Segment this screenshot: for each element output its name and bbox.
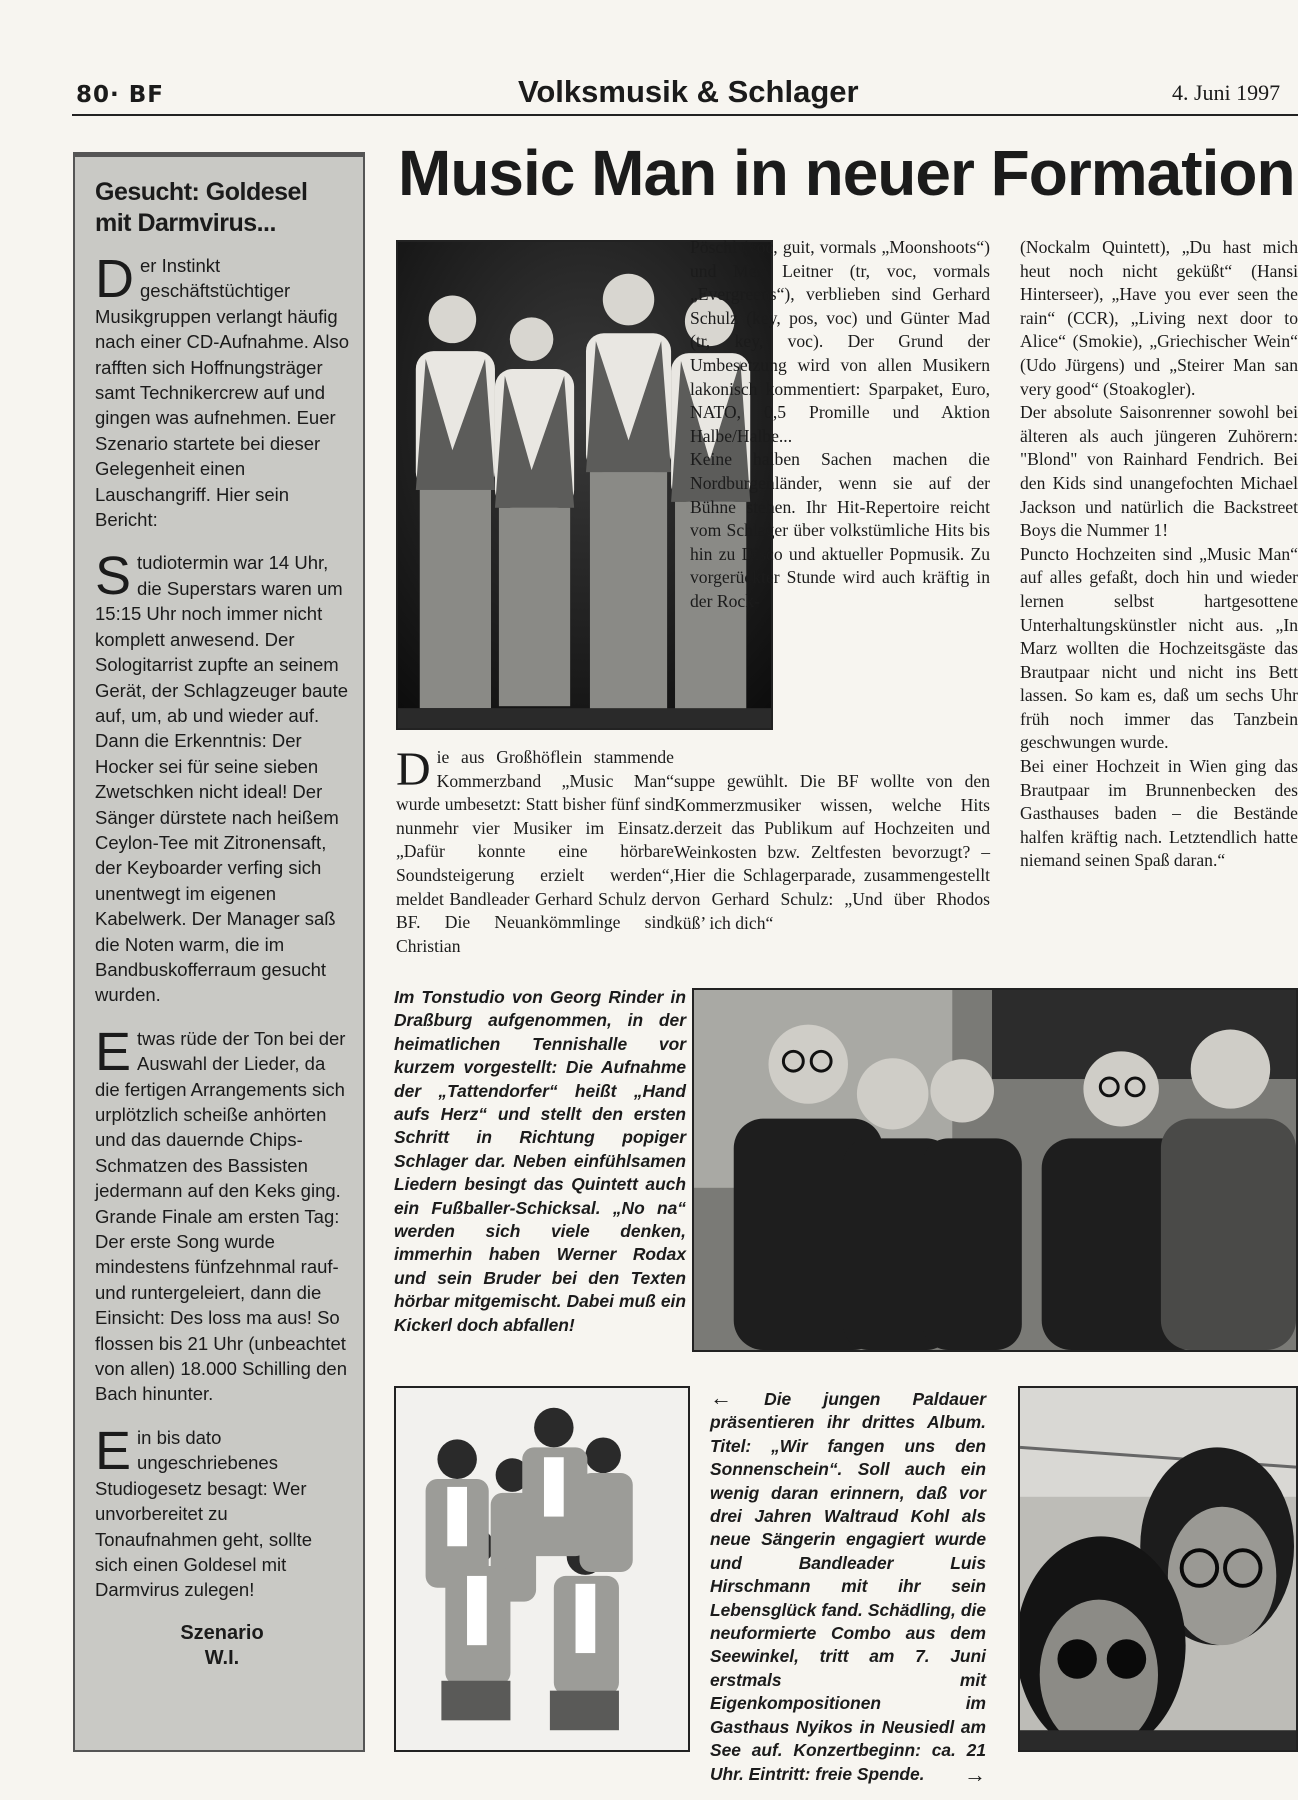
article-text: (Nockalm Quintett), „Du hast mich heut noch nicht geküßt“ (Hansi Hinterseer), „Have you ever seen the rain“ (CCR), „Living next door to Alice“ (Smokie), „Griechischer Wein“ (Udo Jürgens) und „Steirer Man san very good“ (Stoakogler). — [1020, 237, 1298, 399]
sidebar-paragraph — [95, 546, 349, 1007]
sidebar-text: er Instinkt geschäftstüchtiger Musikgruppen verlangt häufig nach einer CD-Aufnahme. Also rafften sich Hoffnungsträger samt Technikercrew auf und gingen was aufnehmen. Euer Szenario startete bei dieser Gelegenheit einen Lauschangriff. Hier sein Bericht: — [95, 255, 349, 531]
drop-cap: E — [95, 1420, 132, 1481]
sidebar-paragraph — [95, 249, 349, 532]
sidebar-text: in bis dato ungeschriebenes Studiogesetz besagt: Wer unvorbereitet zu Tonaufnahmen geht, sollte sich einen Goldesel mit Darmvirus zulegen! — [95, 1426, 313, 1601]
drop-cap: D — [95, 249, 134, 309]
caption-paldauer — [710, 1386, 986, 1786]
signature-line-1: Szenario — [180, 1621, 264, 1644]
article-text: Bei einer Hochzeit in Wien ging das Brautpaar im Brunnenbecken des Gasthauses baden – die Bestände halfen kräftig nach. Letztendlich hatte niemand seinen Spaß daran.“ — [1020, 756, 1298, 871]
article-text: Der absolute Saisonrenner sowohl bei älteren als auch jüngeren Zuhörern: "Blond" von Rainhard Fendrich. Bei den Kids sind unangefochten Michael Jackson und natürlich die Backstreet Boys die Nummer 1! — [1020, 402, 1298, 541]
article-text: Keine halben Sachen machen die Nordburgenländer, wenn sie auf der Bühne stehen. Ihr Hit-Repertoire reicht vom Schlager über volkstümliche Hits bis hin zu Disco und aktueller Popmusik. Zu vorgerückter Stunde wird auch kräftig in der Rock- — [690, 449, 990, 611]
section-title: Volksmusik & Schlager — [518, 74, 859, 109]
article-headline: Music Man in neuer Formation — [398, 137, 1295, 209]
signature-line-2: W.I. — [204, 1646, 240, 1669]
article-column-2-continued — [674, 770, 990, 935]
paldauer-band-photo — [394, 1386, 690, 1752]
sidebar-text: twas rüde der Ton bei der Auswahl der Lieder, da die fertigen Arrangements sich urplötzlich scheiße anhörten und das dauernde Chips-Schmatzen des Bassisten jedermann auf den Keks ging. Grande Finale am ersten Tag: Der erste Song wurde mindestens fünfzehnmal rauf- und runtergeleiert, dann die Einsicht: Des loss ma aus! So flossen bis 21 Uhr (unbeachtet von allen) 18.000 Schilling den Bach hinunter. — [95, 1027, 347, 1405]
right-arrow-icon: → — [964, 1761, 986, 1787]
page-number: 80· BF — [76, 82, 164, 108]
header-rule — [72, 114, 1298, 116]
article-column-2 — [690, 236, 990, 614]
drop-cap: E — [95, 1021, 132, 1082]
left-arrow-icon: ← — [710, 1385, 732, 1410]
article-column-1 — [396, 743, 674, 958]
schaedling-band-photo — [1018, 1386, 1298, 1752]
issue-date: 4. Juni 1997 — [1172, 80, 1281, 105]
sidebar-text: tudiotermin war 14 Uhr, die Superstars waren um 15:15 Uhr noch immer nicht komplett anwesend. Der Sologitarrist zupfte an seinem Gerät, der Schlagzeuger baute auf, um, ab und wieder auf. Dann die Erkenntnis: Der Hocker sei für seine sieben Zwetschken nicht ideal! Der Sänger dürstete nach heißem Ceylon-Tee mit Zitronensaft, der Keyboarder verfing sich unentwegt im eigenen Kabelwerk. Der Manager saß die Noten warm, die im Bandbuskofferraum gesucht wurden. — [95, 552, 348, 1006]
sidebar-paragraph — [95, 1420, 349, 1603]
sidebar-box — [73, 152, 365, 1752]
article-text: ie aus Großhöflein stammende Kommerzband „Music Man“ wurde umbesetzt: Statt bisher fünf sind nunmehr vier Musiker im Einsatz. „Dafür konnte eine hörbare Soundsteigerung erzielt werden“, meldet Bandleader Gerhard Schulz der BF. Die Neuankömmlinge sind Christian — [396, 747, 674, 956]
sidebar-paragraph — [95, 1021, 349, 1407]
article-text: Pöschl (voc, guit, vormals „Moonshoots“) und Mex Leitner (tr, voc, vormals „Evergreens“), verblieben sind Gerhard Schulz (key, pos, voc) und Günter Mad (tr, key, voc). Der Grund der Umbesetzung wird von allen Musikern lakonisch kommentiert: Sparpaket, Euro, NATO, 0,5 Promille und Aktion Halbe/Halbe... — [690, 237, 990, 446]
sidebar-signature — [95, 1621, 349, 1671]
article-column-3 — [1020, 236, 1298, 873]
drop-cap: D — [396, 743, 431, 796]
caption-text: Die jungen Paldauer präsentieren ihr drittes Album. Titel: „Wir fangen uns den Sonnenschein“. Soll auch ein wenig daran erinnern, daß vor drei Jahren Waltraud Kohl als neue Sängerin engagiert wurde und Bandleader Luis Hirschmann mit ihr sein Lebensglück fand. Schädling, die neuformierte Combo aus dem Seewinkel, tritt am 7. Juni erstmals mit Eigenkompositionen im Gasthaus Nyikos in Neusiedl am See auf. Konzertbeginn: ca. 21 Uhr. Eintritt: freie Spende. — [710, 1389, 986, 1784]
article-text: suppe gewühlt. Die BF wollte von den Kommerzmusiker wissen, welche Hits derzeit das Publikum auf Hochzeiten und Weinkosten bzw. Zeltfesten bevorzugt? – Hier die Schlagerparade, zusammengestellt von Gerhard Schulz: „Und über Rhodos küß’ ich dich“ — [674, 771, 990, 933]
sidebar-title: Gesucht: Goldesel mit Darmvirus... — [95, 178, 308, 237]
article-text: Puncto Hochzeiten sind „Music Man“ auf alles gefaßt, doch hin und wieder lernen selbst hartgesottene Unterhaltungskünstler nicht aus. „In Marz wollten die Hochzeitsgäste das Brautpaar nicht und nicht ins Bett lassen. So kam es, daß um sechs Uhr früh noch immer das Tanzbein geschwungen wurde. — [1020, 543, 1298, 753]
drop-cap: S — [95, 546, 132, 607]
caption-tattendorfer: Im Tonstudio von Georg Rinder in Draßburg aufgenommen, in der heimatlichen Tennishalle vor kurzem vorgestellt: Die Aufnahme der „Tattendorfer“ heißt „Hand aufs Herz“ und stellt den ersten Schritt in Richtung popiger Schlager dar. Neben einfühlsamen Liedern besingt das Quintett auch ein Fußballer-Schicksal. „No na“ werden sich viele denken, immerhin haben Werner Rodax und sein Bruder bei den Texten hörbar mitgemischt. Dabei muß ein Kickerl doch abfallen! — [394, 987, 686, 1335]
tattendorfer-band-photo — [692, 988, 1298, 1352]
